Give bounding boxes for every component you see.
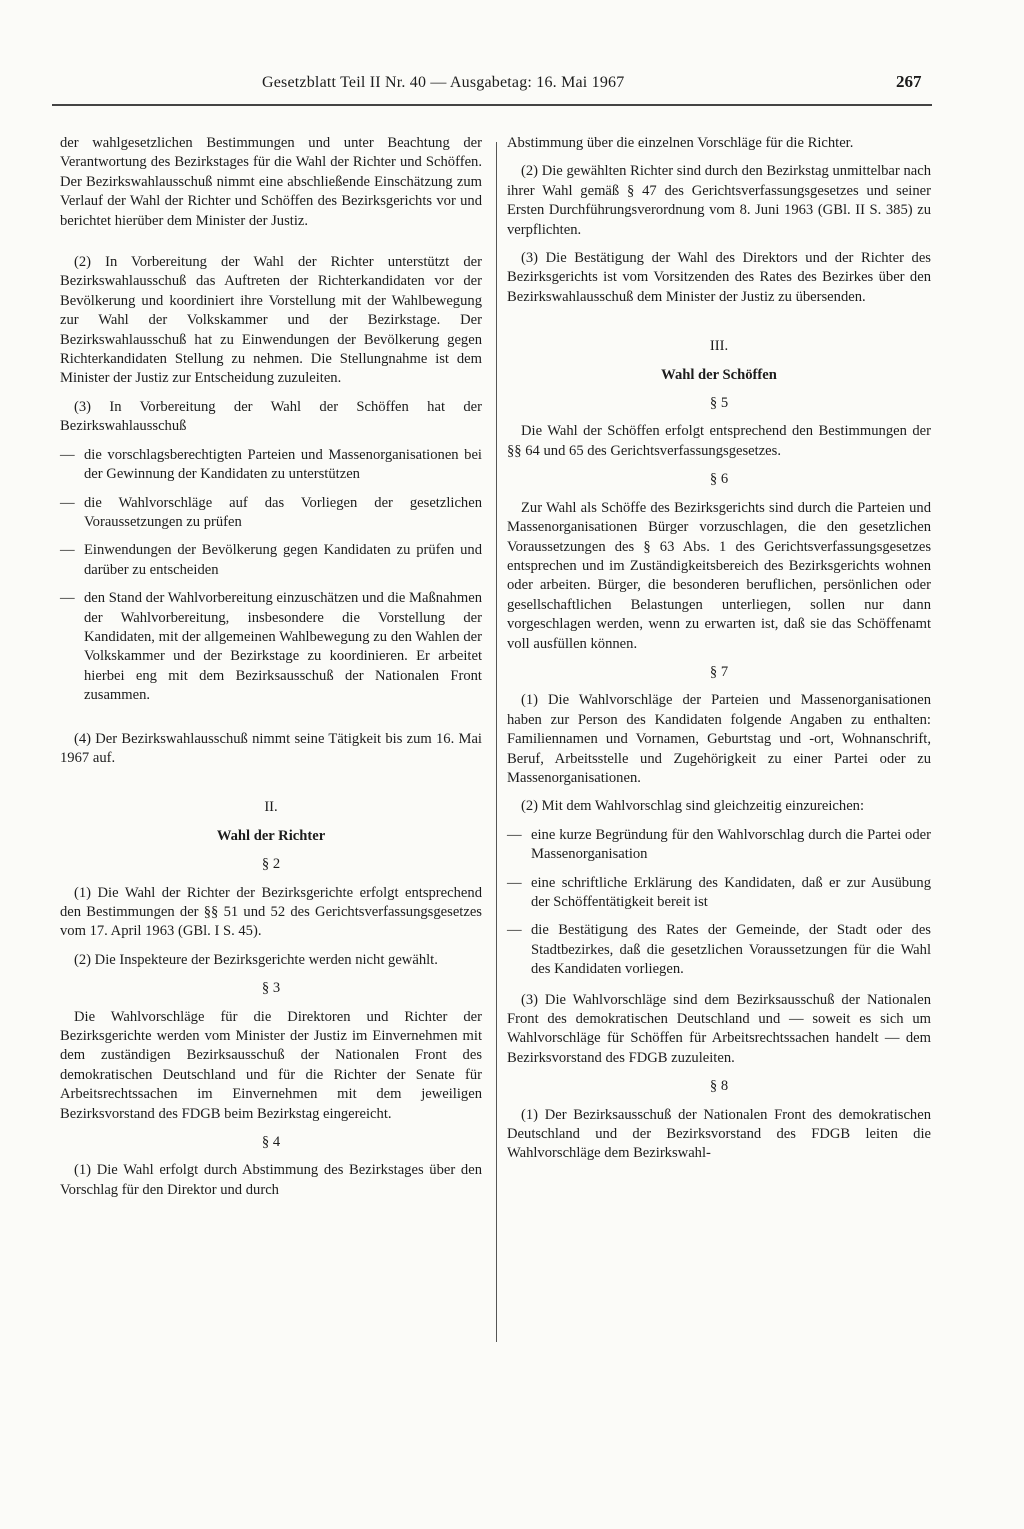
paragraph: (3) In Vorbereitung der Wahl der Schöffen hat der Bezirkswahlausschuß <box>60 398 482 435</box>
paragraph: (2) In Vorbereitung der Wahl der Richter unterstützt der Bezirkswahlausschuß das Auftreten der Richterkandidaten vor der Bevölkerung und koordiniert ihre Vorstellung mit der Wahlbewegung zur Wahl der Volkskammer und der Bezirkstage. Der Bezirkswahlausschuß hat zu Einwendungen der Bevölkerung gegen Richterkandidaten Stellung zu nehmen. Die Stellungnahme ist dem Minister der Justiz zur Entscheidung zuzuleiten. <box>60 254 482 387</box>
column-divider <box>496 142 497 1342</box>
paragraph: (1) Die Wahlvorschläge der Parteien und Massenorganisationen haben zur Person des Kandidaten folgende Angaben zu enthalten: Familiennamen und Vornamen, Geburtstag und -ort, Wohnanschrift, Beruf, Arbeitsstelle und Zugehörigkeit zu einer Partei oder zu Massenorganisationen. <box>507 692 931 786</box>
left-column <box>60 134 482 1200</box>
paragraph-heading: § 5 <box>709 395 729 412</box>
paragraph-heading: § 2 <box>261 856 281 873</box>
paragraph: (2) Die gewählten Richter sind durch den Bezirkstag unmittelbar nach ihrer Wahl gemäß § 47 des Gerichtsverfassungsgesetzes und seiner Ersten Durchführungsverordnung vom 8. Juni 1963 (GBl. II S. 385) zu verpflichten. <box>507 163 931 238</box>
section-number: II. <box>264 799 278 816</box>
paragraph: (3) Die Wahlvorschläge sind dem Bezirksausschuß der Nationalen Front des demokratischen Deutschland und — soweit es sich um Wahlvorschläge für Schöffen für Arbeitsrechtssachen handelt — dem Bezirksvorstand des FDGB zuzuleiten. <box>507 991 931 1066</box>
paragraph: Zur Wahl als Schöffe des Bezirksgerichts sind durch die Parteien und Massenorganisationen Bürger vorzuschlagen, die den gesetzlichen Voraussetzungen des § 63 Abs. 1 des Gerichtsverfassungsgesetzes entsprechen und im Zuständigkeitsbereich des Bezirksgerichts wohnen oder arbeiten. Bürger, die besonderen beruflichen, persönlichen oder gesellschaftlichen Belastungen unterliegen, sollen nur dann vorgeschlagen werden, wenn zu erwarten ist, daß sie das Schöffenamt voll ausfüllen können. <box>507 499 931 652</box>
paragraph-heading: § 3 <box>261 980 281 997</box>
paragraph: (1) Die Wahl erfolgt durch Abstimmung des Bezirkstages über den Vorschlag für den Direktor und durch <box>60 1162 482 1198</box>
right-column <box>507 134 931 1164</box>
list-item: — eine schriftliche Erklärung des Kandidaten, daß er zur Ausübung der Schöffentätigkeit bereit ist <box>507 874 931 910</box>
paragraph: (1) Der Bezirksausschuß der Nationalen Front des demokratischen Deutschland und der Bezirksvorstand des FDGB leiten die Wahlvorschläge dem Bezirkswahl- <box>507 1106 931 1162</box>
page-number: 267 <box>896 72 922 91</box>
section-title: Wahl der Schöffen <box>661 366 777 383</box>
paragraph-heading: § 7 <box>709 663 729 680</box>
page-header <box>0 74 930 100</box>
header-title: Gesetzblatt Teil II Nr. 40 — Ausgabetag: 16. Mai 1967 <box>262 74 625 91</box>
paragraph: (2) Die Inspekteure der Bezirksgerichte werden nicht gewählt. <box>74 951 438 968</box>
list-item: — die vorschlagsberechtigten Parteien und Massenorganisationen bei der Gewinnung der Kandidaten zu unterstützen <box>60 446 482 483</box>
paragraph: der wahlgesetzlichen Bestimmungen und unter Beachtung der Verantwortung des Bezirkstages für die Wahl der Richter und Schöffen. Der Bezirkswahlausschuß nimmt eine abschließende Einschätzung zum Verlauf der Wahl der Richter und Schöffen des Bezirksgerichts vor und berichtet hierüber dem Minister der Justiz. <box>60 135 482 229</box>
list-item: — die Wahlvorschläge auf das Vorliegen der gesetzlichen Voraussetzungen zu prüfen <box>60 494 482 530</box>
paragraph: Die Wahl der Schöffen erfolgt entsprechend den Bestimmungen der §§ 64 und 65 des Gerichtsverfassungsgesetzes. <box>507 423 931 459</box>
bullet-list <box>507 826 931 980</box>
paragraph-heading: § 8 <box>709 1078 729 1095</box>
paragraph: Abstimmung über die einzelnen Vorschläge für die Richter. <box>507 135 854 151</box>
section-title: Wahl der Richter <box>216 827 326 844</box>
list-item: — den Stand der Wahlvorbereitung einzuschätzen und die Maßnahmen der Wahlvorbereitung, insbesondere die Vorstellung der Kandidaten, mit der allgemeinen Wahlbewegung zu den Wahlen der Volkskammer und der Bezirkstage zu koordinieren. Er arbeitet hierbei eng mit dem Bezirksausschuß der Nationalen Front zusammen. <box>60 590 482 704</box>
header-rule <box>52 104 932 106</box>
paragraph-heading: § 4 <box>261 1134 281 1151</box>
paragraph: (2) Mit dem Wahlvorschlag sind gleichzeitig einzureichen: <box>521 798 865 815</box>
list-item: — eine kurze Begründung für den Wahlvorschlag durch die Partei oder Massenorganisation <box>507 826 931 863</box>
paragraph-heading: § 6 <box>709 471 729 488</box>
list-item: — Einwendungen der Bevölkerung gegen Kandidaten zu prüfen und darüber zu entscheiden <box>60 542 482 578</box>
paragraph: (1) Die Wahl der Richter der Bezirksgerichte erfolgt entsprechend den Bestimmungen der §§ 51 und 52 des Gerichtsverfassungsgesetzes vom 17. April 1963 (GBl. I S. 45). <box>60 884 482 940</box>
bullet-list <box>60 446 482 706</box>
paragraph: (3) Die Bestätigung der Wahl des Direktors und der Richter des Bezirksgerichts ist vom Vorsitzenden des Rates des Bezirkes über den Bezirkswahlausschuß dem Minister der Justiz zu übersenden. <box>507 250 931 305</box>
section-number: III. <box>709 338 729 355</box>
paragraph: Die Wahlvorschläge für die Direktoren und Richter der Bezirksgerichte werden vom Minister der Justiz im Einvernehmen mit dem zuständigen Bezirksausschuß der Nationalen Front des demokratischen Deutschland und für die Richter der Senate für Arbeitsrechtssachen im Einvernehmen mit dem jeweiligen Bezirksvorstand des FDGB beim Bezirkstag eingereicht. <box>60 1008 482 1122</box>
list-item: — die Bestätigung des Rates der Gemeinde, der Stadt oder des Stadtbezirkes, daß die gesetzlichen Voraussetzungen für die Wahl des Kandidaten vorliegen. <box>507 922 931 978</box>
paragraph: (4) Der Bezirkswahlausschuß nimmt seine Tätigkeit bis zum 16. Mai 1967 auf. <box>60 730 482 766</box>
